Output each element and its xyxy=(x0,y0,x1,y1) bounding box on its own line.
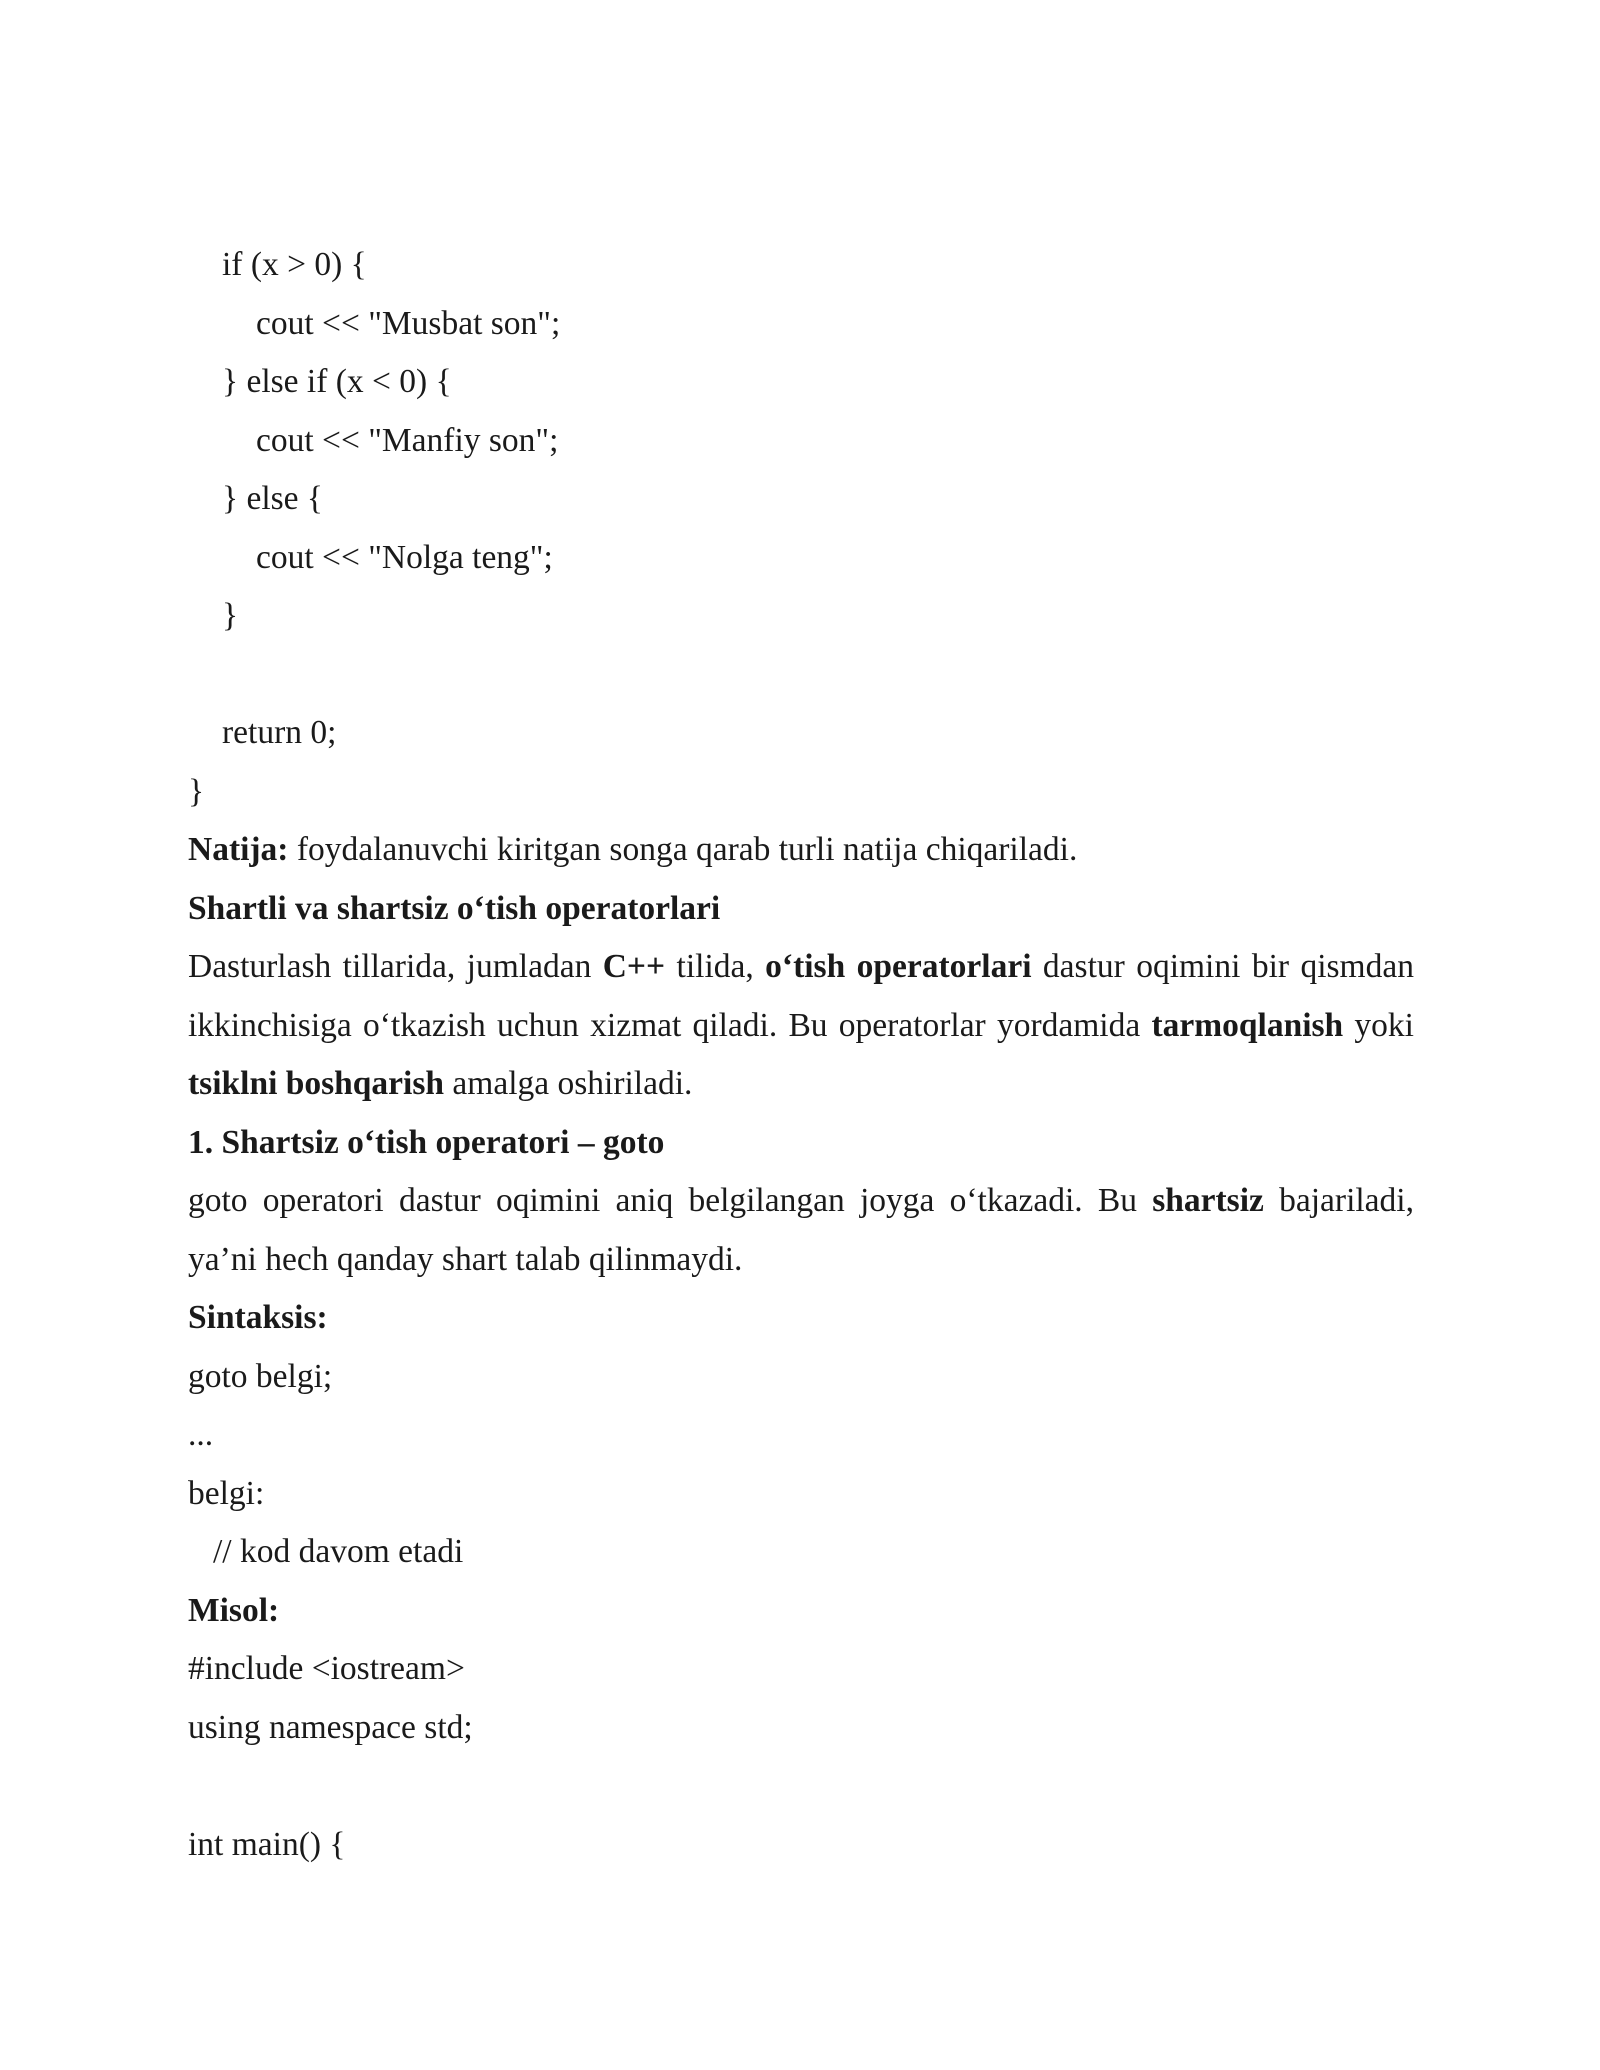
code-line: cout << "Nolga teng"; xyxy=(256,538,553,576)
example-code-line: using namespace std; xyxy=(188,1708,473,1746)
syntax-line: belgi: xyxy=(188,1474,265,1512)
syntax-label: Sintaksis: xyxy=(188,1299,328,1336)
result-paragraph xyxy=(188,821,1414,880)
result-label: Natija: xyxy=(188,831,289,868)
goto-heading: 1. Shartsiz o‘tish operatori – goto xyxy=(188,1123,665,1161)
code-line: } else if (x < 0) { xyxy=(222,363,452,400)
example-label: Misol: xyxy=(188,1591,280,1629)
example-code-line: int main() { xyxy=(188,1825,346,1863)
intro-paragraph: Dasturlash tillarida, jumladan C++ tilida, o‘tish operatorlari dastur oqimini bir qismdan ikkinchisiga o‘tkazish uchun xizmat qiladi. Bu operatorlar yordamida tarmoqlanish yoki tsiklni boshqarish amalga oshiriladi. xyxy=(188,948,1414,1102)
blank-line xyxy=(188,1757,1414,1816)
syntax-line: goto belgi; xyxy=(188,1357,333,1395)
goto-description: goto operatori dastur oqimini aniq belgilangan joyga o‘tkazadi. Bu shartsiz bajariladi, ya’ni hech qanday shart talab qilinmaydi. xyxy=(188,1182,1414,1278)
code-line: return 0; xyxy=(222,714,337,751)
code-line: cout << "Musbat son"; xyxy=(256,304,561,342)
syntax-line: ... xyxy=(188,1416,214,1453)
section-heading: Shartli va shartsiz o‘tish operatorlari xyxy=(188,889,721,927)
code-line: cout << "Manfiy son"; xyxy=(256,421,559,459)
blank-line xyxy=(188,646,1414,705)
code-line: if (x > 0) { xyxy=(222,246,367,283)
code-line: } else { xyxy=(222,480,323,517)
syntax-line: // kod davom etadi xyxy=(213,1533,464,1570)
code-line: } xyxy=(188,772,205,810)
result-text: foydalanuvchi kiritgan songa qarab turli natija chiqariladi. xyxy=(288,831,1078,868)
code-line: } xyxy=(222,597,239,634)
example-code-line: #include <iostream> xyxy=(188,1650,465,1687)
page-content xyxy=(188,236,1414,1874)
